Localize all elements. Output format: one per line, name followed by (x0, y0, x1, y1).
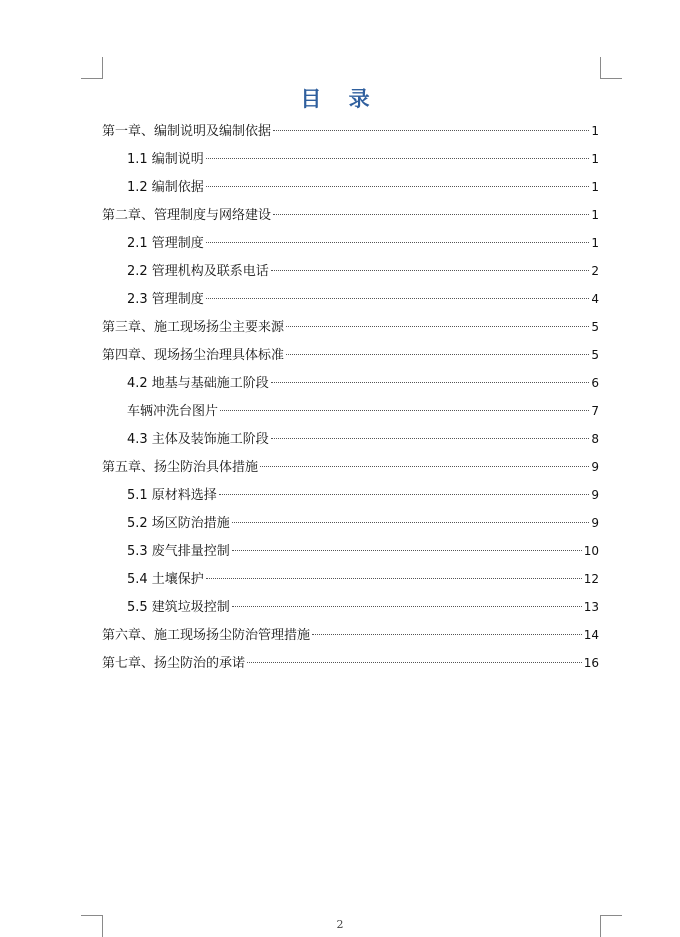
toc-entry[interactable] (102, 537, 599, 565)
toc-entry-page-number[interactable]: 5 (591, 320, 599, 334)
toc-entry-page-number[interactable]: 5 (591, 348, 599, 362)
toc-entry-page-number[interactable]: 9 (591, 488, 599, 502)
toc-dot-leader (271, 438, 590, 439)
toc-entry-label[interactable]: 车辆冲洗台图片 (127, 404, 219, 419)
toc-entry[interactable] (102, 117, 599, 145)
toc-dot-leader (220, 410, 589, 411)
toc-entry-label[interactable]: 5.3 废气排量控制 (127, 544, 230, 559)
toc-entry-label[interactable]: 第一章、编制说明及编制依据 (102, 124, 272, 139)
toc-entry-page-number[interactable]: 1 (591, 152, 599, 166)
toc-entry[interactable] (102, 509, 599, 537)
toc-entry-page-number[interactable]: 1 (591, 236, 599, 250)
toc-entry-page-number[interactable]: 12 (583, 572, 599, 586)
toc-entry[interactable] (102, 285, 599, 313)
crop-mark-top-right-horizontal (600, 78, 622, 79)
toc-dot-leader (273, 214, 589, 215)
toc-entry-label[interactable]: 第四章、现场扬尘治理具体标准 (102, 348, 285, 363)
toc-entry-label[interactable]: 5.1 原材料选择 (127, 488, 217, 503)
crop-mark-bottom-left-horizontal (81, 915, 103, 916)
toc-dot-leader (286, 326, 589, 327)
toc-entry-label[interactable]: 5.4 土壤保护 (127, 572, 204, 587)
toc-entry[interactable] (102, 593, 599, 621)
toc-entry[interactable] (102, 397, 599, 425)
toc-entry-page-number[interactable]: 7 (591, 404, 599, 418)
crop-mark-top-left-horizontal (81, 78, 103, 79)
toc-dot-leader (219, 494, 590, 495)
toc-entry[interactable] (102, 201, 599, 229)
page-number: 2 (336, 918, 344, 931)
toc-entry[interactable] (102, 649, 599, 677)
toc-entry-label[interactable]: 4.2 地基与基础施工阶段 (127, 376, 269, 391)
toc-entry-label[interactable]: 2.3 管理制度 (127, 292, 204, 307)
toc-entry[interactable] (102, 145, 599, 173)
toc-title: 目 录 (300, 87, 380, 111)
toc-entry-page-number[interactable]: 1 (591, 208, 599, 222)
toc-dot-leader (206, 578, 582, 579)
toc-entry[interactable] (102, 425, 599, 453)
toc-entry[interactable] (102, 229, 599, 257)
toc-entry-label[interactable]: 1.1 编制说明 (127, 152, 204, 167)
toc-entry[interactable] (102, 313, 599, 341)
toc-entry-page-number[interactable]: 9 (591, 460, 599, 474)
toc-entry[interactable] (102, 369, 599, 397)
crop-mark-top-left-vertical (102, 57, 103, 79)
toc-entry-label[interactable]: 2.2 管理机构及联系电话 (127, 264, 269, 279)
toc-entry-page-number[interactable]: 10 (583, 544, 599, 558)
toc-dot-leader (271, 382, 590, 383)
toc-entry-label[interactable]: 5.5 建筑垃圾控制 (127, 600, 230, 615)
toc-dot-leader (273, 130, 589, 131)
toc-entry-page-number[interactable]: 1 (591, 180, 599, 194)
toc-entry[interactable] (102, 173, 599, 201)
toc-entry-page-number[interactable]: 1 (591, 124, 599, 138)
toc-entry-label[interactable]: 第六章、施工现场扬尘防治管理措施 (102, 628, 311, 643)
toc-dot-leader (206, 298, 590, 299)
toc-entry-page-number[interactable]: 2 (591, 264, 599, 278)
toc-entry-page-number[interactable]: 14 (583, 628, 599, 642)
toc-entry-page-number[interactable]: 13 (583, 600, 599, 614)
crop-mark-top-right-vertical (600, 57, 601, 79)
toc-dot-leader (271, 270, 590, 271)
toc-dot-leader (232, 606, 582, 607)
toc-entry-label[interactable]: 第五章、扬尘防治具体措施 (102, 460, 259, 475)
toc-dot-leader (206, 242, 590, 243)
toc-dot-leader (232, 522, 590, 523)
toc-entry-page-number[interactable]: 8 (591, 432, 599, 446)
toc-dot-leader (206, 186, 590, 187)
toc-dot-leader (232, 550, 582, 551)
toc-entry-page-number[interactable]: 16 (583, 656, 599, 670)
toc-entry-label[interactable]: 第二章、管理制度与网络建设 (102, 208, 272, 223)
toc-entry-label[interactable]: 5.2 场区防治措施 (127, 516, 230, 531)
toc-entry[interactable] (102, 341, 599, 369)
toc-dot-leader (206, 158, 590, 159)
toc-entry[interactable] (102, 453, 599, 481)
toc-entry-label[interactable]: 2.1 管理制度 (127, 236, 204, 251)
crop-mark-bottom-right-horizontal (600, 915, 622, 916)
toc-entry-label[interactable]: 第七章、扬尘防治的承诺 (102, 656, 246, 671)
toc-entry[interactable] (102, 621, 599, 649)
toc-entry[interactable] (102, 565, 599, 593)
toc-entry[interactable] (102, 481, 599, 509)
toc-list (102, 117, 599, 677)
toc-entry-label[interactable]: 4.3 主体及装饰施工阶段 (127, 432, 269, 447)
toc-dot-leader (312, 634, 582, 635)
toc-entry[interactable] (102, 257, 599, 285)
toc-entry-page-number[interactable]: 4 (591, 292, 599, 306)
toc-entry-label[interactable]: 第三章、施工现场扬尘主要来源 (102, 320, 285, 335)
toc-entry-label[interactable]: 1.2 编制依据 (127, 180, 204, 195)
toc-dot-leader (247, 662, 582, 663)
toc-dot-leader (260, 466, 589, 467)
toc-dot-leader (286, 354, 589, 355)
toc-entry-page-number[interactable]: 9 (591, 516, 599, 530)
toc-entry-page-number[interactable]: 6 (591, 376, 599, 390)
